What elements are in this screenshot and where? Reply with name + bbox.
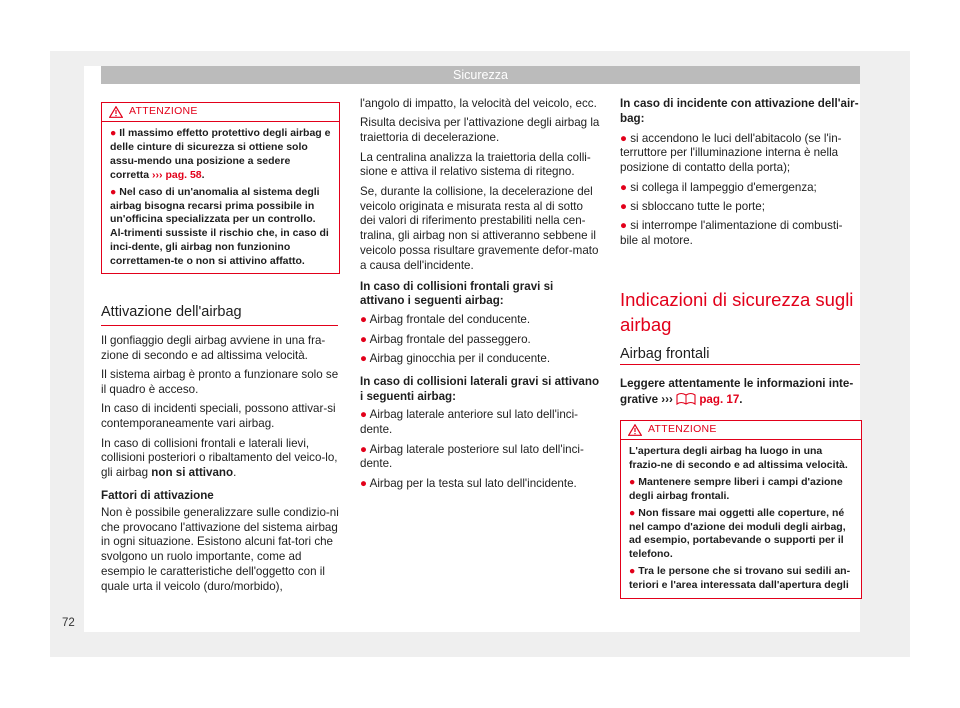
intro-text: Leggere attentamente le informazioni inte-grative	[620, 377, 854, 406]
column-1-body	[101, 334, 341, 599]
bullet-icon: ●	[360, 313, 368, 327]
subheading-laterali: In caso di collisioni laterali gravi si attivano i seguenti airbag:	[360, 374, 600, 403]
bullet-icon: ●	[629, 475, 636, 488]
warning-item-tail: .	[201, 168, 205, 181]
paragraph: l'angolo di impatto, la velocità del veicolo, ecc.	[360, 97, 597, 110]
subheading-fattori: Fattori di attivazione	[101, 488, 214, 502]
page-number: 72	[62, 617, 75, 629]
warning-label: ATTENZIONE	[129, 105, 198, 117]
warning-paragraph: L'apertura degli airbag ha luogo in una frazio-ne di secondo e ad altissima velocità.	[629, 445, 848, 471]
warning-label: ATTENZIONE	[648, 423, 717, 435]
list-item-text: Airbag frontale del conducente.	[369, 313, 531, 327]
paragraph: Non è possibile generalizzare sulle condizio-ni che provocano l'attivazione del sistema airbag in ogni situazione. Esistono alcuni fat-tori che svolgono un ruolo importante, come ad esempio le caratteristiche dell'oggetto con il quale urta il veicolo (duro/morbido),	[101, 505, 339, 593]
warning-box-1	[101, 102, 340, 274]
bullet-icon: ●	[360, 442, 368, 456]
bullet-icon: ●	[110, 127, 117, 139]
book-reference-icon	[676, 392, 696, 405]
warning-body	[102, 122, 339, 276]
list-item	[620, 200, 860, 215]
bullet-icon: ●	[360, 351, 368, 365]
bullet-icon: ●	[629, 565, 636, 578]
column-3-intro	[620, 377, 860, 408]
subheading-frontali: In caso di collisioni frontali gravi si attivano i seguenti airbag:	[360, 279, 554, 308]
warning-item	[629, 476, 853, 504]
bullet-icon: ●	[110, 185, 117, 198]
warning-box-2	[620, 420, 862, 599]
paragraph: Il gonfiaggio degli airbag avviene in una fra-zione di secondo e ad altissima velocità.	[101, 334, 326, 362]
warning-item-text: Tra le persone che si trovano sui sedili an-teriori e l'area interessata dall'apertura degli	[629, 565, 851, 592]
list-item	[360, 333, 600, 348]
intro-tail: .	[739, 392, 743, 406]
heading-indicazioni-sicurezza: Indicazioni di sicurezza sugli airbag	[620, 289, 854, 335]
warning-item	[629, 507, 853, 563]
warning-item-text: Nel caso di un'anomalia al sistema degli airbag bisogna recarsi prima possibile in un'officina specializzata per un controllo. Al-trimenti sussiste il rischio che, in caso di inci-dente, gli airbag non funzionino correttamen-te o non si attivino affatto.	[110, 185, 329, 268]
warning-item	[110, 127, 331, 183]
subheading-airbag-frontali: Airbag frontali	[620, 346, 710, 362]
warning-header	[621, 421, 861, 440]
list-item-text: Airbag frontale del passeggero.	[369, 332, 531, 346]
warning-header	[102, 103, 339, 122]
warning-item	[629, 565, 853, 593]
list-item-text: si collega il lampeggio d'emergenza;	[630, 180, 817, 194]
warning-item-text: Mantenere sempre liberi i campi d'azione degli airbag frontali.	[629, 475, 843, 502]
list-item-text: Airbag laterale anteriore sul lato dell'inci-dente.	[360, 408, 579, 437]
paragraph: Il sistema airbag è pronto a funzionare solo se il quadro è acceso.	[101, 368, 339, 396]
page-header-title: Sicurezza	[453, 68, 508, 82]
list-item-text: si interrompe l'alimentazione di combusti-bile al motore.	[620, 219, 843, 248]
list-item-text: Airbag laterale posteriore sul lato dell'inci-dente.	[360, 442, 584, 471]
list-item-text: si sbloccano tutte le porte;	[630, 199, 765, 213]
list-item-text: Airbag ginocchia per il conducente.	[369, 351, 551, 365]
paragraph: La centralina analizza la traiettoria della colli-sione e attiva il relativo sistema di ritegno.	[360, 150, 591, 179]
list-item	[360, 443, 600, 473]
paragraph: Risulta decisiva per l'attivazione degli airbag la traiettoria di decelerazione.	[360, 116, 600, 145]
list-item	[360, 477, 600, 492]
paragraph-text: .	[233, 466, 237, 480]
list-item	[620, 181, 860, 196]
list-item	[620, 219, 860, 249]
header-bar	[101, 66, 860, 84]
warning-item-text: Il massimo effetto protettivo degli airbag e delle cinture di sicurezza si ottiene solo assu-mendo una posizione a sedere corretta	[110, 127, 331, 181]
list-item	[360, 313, 600, 328]
bullet-icon: ●	[620, 219, 628, 233]
bullet-icon: ●	[360, 332, 368, 346]
paragraph: In caso di incidenti speciali, possono attivar-si contemporaneamente vari airbag.	[101, 402, 336, 431]
warning-item-text: Non fissare mai oggetti alle coperture, né nel campo d'azione dei moduli degli airbag, ad esempio, portabevande o supporti per il telefono.	[629, 506, 846, 561]
list-item-text: Airbag per la testa sul lato dell'incidente.	[369, 476, 577, 490]
paragraph: Se, durante la collisione, la decelerazione del veicolo originata e misurata resta al di sotto dei valori di riferimento prestabiliti nella cen-tralina, gli airbag non si attiveranno sebbene il veicolo possa risultare gravemente defor-mato a causa dell'incidente.	[360, 184, 599, 272]
list-item	[620, 132, 860, 176]
bullet-icon: ●	[360, 408, 368, 422]
bullet-icon: ●	[620, 199, 628, 213]
subheading-incidente: In caso di incidente con attivazione dell'air-bag:	[620, 97, 859, 125]
bullet-icon: ●	[629, 506, 636, 519]
list-item	[360, 408, 600, 438]
reference-arrows: ›››	[661, 392, 673, 406]
page-reference-link[interactable]: pag. 17	[699, 392, 740, 406]
list-item	[360, 352, 600, 367]
warning-triangle-icon	[109, 106, 123, 118]
column-3-body	[620, 97, 860, 254]
paragraph	[101, 437, 341, 481]
paragraph-text: In caso di collisioni frontali e laterali lievi, collisioni posteriori o ribaltamento del veico-lo, gli airbag	[101, 436, 338, 480]
emphasis-text: non si attivano	[151, 466, 234, 480]
section-underline	[101, 325, 338, 326]
warning-item	[110, 186, 331, 269]
section-title-attivazione: Attivazione dell'airbag	[101, 304, 242, 320]
warning-triangle-icon	[628, 424, 642, 436]
list-item-text: si accendono le luci dell'abitacolo (se l'in-terruttore per l'illuminazione interna è nella posizione di contatto della porta);	[620, 131, 842, 175]
warning-body	[621, 440, 861, 599]
bullet-icon: ●	[620, 131, 628, 145]
bullet-icon: ●	[620, 180, 628, 194]
bullet-icon: ●	[360, 476, 368, 490]
column-2-body	[360, 97, 600, 496]
page-reference-link[interactable]: ››› pag. 58	[152, 168, 202, 181]
section-underline	[620, 364, 860, 365]
